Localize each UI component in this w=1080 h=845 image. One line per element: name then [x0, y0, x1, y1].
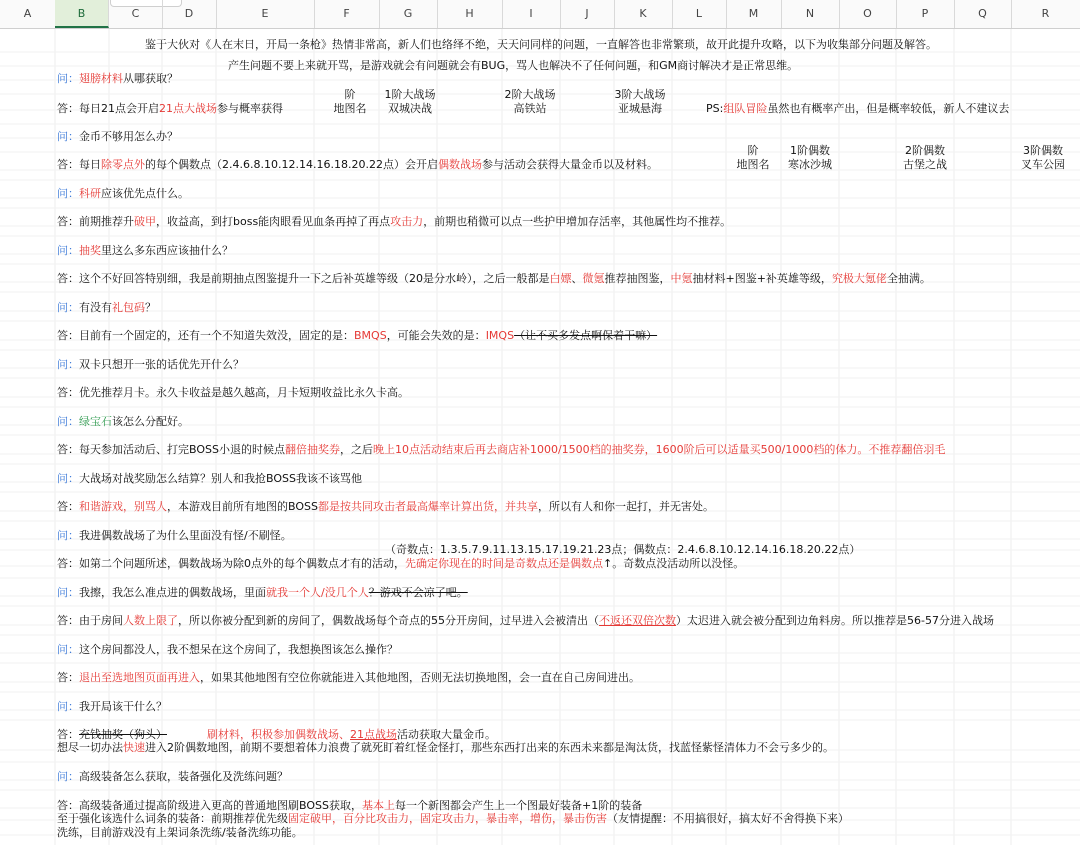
ps-note-1	[706, 102, 1009, 115]
column-header-a[interactable]: A	[0, 0, 56, 28]
text: 答：目前有一个固定的，还有一个不知道失效没，固定的是：	[57, 329, 354, 342]
highlight: 21点大战场	[159, 102, 217, 115]
text: ？	[145, 301, 156, 314]
answer-11[interactable]	[57, 671, 640, 684]
question-prefix: 问：	[57, 700, 79, 713]
text: 该怎么分配好。	[112, 415, 189, 428]
text: ，所以你被分配到新的房间了，偶数战场每个奇点的55分开房间，过早进入会被清出（	[178, 614, 599, 627]
text: 想尽一切办法	[57, 741, 123, 754]
table1-stage-2: 2阶大战场	[504, 88, 556, 101]
text: 答：	[57, 728, 79, 741]
answer-6[interactable]: 答：优先推荐月卡。永久卡收益是越久越高，月卡短期收益比永久卡高。	[57, 386, 409, 399]
text: PS:	[706, 102, 724, 115]
table2-stage-1: 1阶偶数	[790, 144, 830, 157]
highlight: 白嫖	[549, 272, 572, 285]
text: 参与活动会获得大量金币以及材料。	[481, 158, 658, 171]
highlight: 21点战场	[350, 728, 397, 741]
question-12[interactable]	[57, 700, 167, 713]
table2-map-1: 寒冰沙城	[788, 158, 832, 171]
text: 参与概率获得	[217, 102, 283, 115]
text: 这个房间都没人，我不想呆在这个房间了，我想换图该怎么操作？	[79, 643, 398, 656]
highlight: 刷材料，积极参加偶数战场、	[207, 728, 350, 741]
question-8[interactable]	[57, 472, 362, 485]
table1-map-2: 高铁站	[513, 102, 547, 115]
text: 抽材料+图鉴+补英雄等级，	[692, 272, 832, 285]
answer-1[interactable]	[57, 102, 283, 115]
question-2[interactable]	[57, 130, 178, 143]
text: 答：每天参加活动后、打完BOSS小退的时候点	[57, 443, 285, 456]
question-11[interactable]	[57, 643, 398, 656]
table1-map-1: 双城决战	[388, 102, 432, 115]
highlight: 退出至选地图页面再进入	[79, 671, 200, 684]
table2-stage-label: 阶	[747, 144, 759, 157]
text: 金币不够用怎么办？	[79, 130, 178, 143]
text: 答：这个不好回答特别细，我是前期抽点图鉴提升一下之后补英雄等级（20是分水岭），之后一般都是	[57, 272, 550, 285]
column-header-n[interactable]: N	[781, 0, 840, 28]
column-header-h[interactable]: H	[437, 0, 503, 28]
highlight: 科研	[79, 187, 101, 200]
highlight: 破甲	[134, 215, 156, 228]
gift-code: IMQS	[485, 329, 515, 342]
text: 从哪获取？	[123, 72, 178, 85]
text: 至于强化该选什么词条的装备：前期推荐优先级	[57, 812, 288, 825]
column-header-c[interactable]: C	[109, 0, 163, 28]
column-header-g[interactable]: G	[379, 0, 438, 28]
intro-line-1: 鉴于大伙对《人在末日，开局一条枪》热情非常高，新人们也络绎不绝，天天问同样的问题，一直解答也非常繁琐，故开此提升攻略，以下为收集部分问题及解答。	[145, 38, 937, 51]
text: ↑。奇数点没活动所以没怪。	[603, 557, 745, 570]
highlight: 究极大氪佬	[831, 272, 887, 285]
text: ，所以有人和你一起打，并无害处。	[537, 500, 714, 513]
text: ，可能会失效的是：	[386, 329, 486, 342]
text: （友情提醒：不用搞很好，搞太好不舍得换下来）	[607, 812, 849, 825]
column-header-r[interactable]: R	[1011, 0, 1080, 28]
text: 答：如第二个问题所述，偶数战场为除0点外的每个偶数点才有的活动，	[57, 557, 405, 570]
highlight: 微氪	[582, 272, 605, 285]
text: 虽然也有概率产出，但是概率较低，新人不建议去	[767, 102, 1010, 115]
text: ）太迟进入就会被分配到边角料房。所以推荐是56-57分进入战场	[676, 614, 994, 627]
text: 答：每日	[57, 158, 101, 171]
text: 的每个偶数点（2.4.6.8.10.12.14.16.18.20.22点）会开启	[145, 158, 438, 171]
column-header-p[interactable]: P	[896, 0, 955, 28]
question-prefix: 问：	[57, 72, 79, 85]
answer-4[interactable]	[57, 272, 931, 285]
text: 里这么多东西应该抽什么？	[101, 244, 233, 257]
highlight: 绿宝石	[79, 415, 112, 428]
text: 每一个新图都会产生上一个图最好装备+1阶的装备	[394, 799, 643, 812]
question-1[interactable]	[57, 72, 178, 85]
column-header-m[interactable]: M	[726, 0, 782, 28]
answer-12[interactable]	[57, 728, 496, 741]
question-13[interactable]	[57, 770, 288, 783]
highlight: 固定破甲，百分比攻击力，固定攻击力，暴击率，增伤，暴击伤害	[288, 812, 607, 825]
highlight: 翻倍抽奖券	[284, 443, 340, 456]
text: 进入2阶偶数地图，前期不要想着体力浪费了就死盯着红怪金怪打，那些东西打出来的东西未来都是淘汰货，找蓝怪紫怪清体力不会亏多少的。	[145, 741, 834, 754]
text: 答：每日21点会开启	[57, 102, 159, 115]
text: 全抽满。	[886, 272, 931, 285]
text: ，如果其他地图有空位你就能进入其他地图，否则无法切换地图，会一直在自己房间进出。	[200, 671, 640, 684]
highlight: 和谐游戏，别骂人	[79, 500, 167, 513]
table2-stage-2: 2阶偶数	[905, 144, 945, 157]
table2-map-label: 地图名	[736, 158, 770, 171]
question-prefix: 问：	[57, 187, 79, 200]
question-prefix: 问：	[57, 244, 79, 257]
question-prefix: 问：	[57, 770, 79, 783]
highlight: 先确定你现在的时间是奇数点还是偶数点	[405, 557, 603, 570]
highlight: 翅膀材料	[79, 72, 123, 85]
question-prefix: 问：	[57, 415, 79, 428]
text: ，收益高，到打boss能肉眼看见血条再掉了再点	[156, 215, 391, 228]
question-3[interactable]	[57, 187, 189, 200]
answer-3[interactable]	[57, 215, 731, 228]
text: 答：前期推荐升	[57, 215, 134, 228]
question-prefix: 问：	[57, 529, 79, 542]
question-prefix: 问：	[57, 643, 79, 656]
column-header-q[interactable]: Q	[954, 0, 1012, 28]
strikethrough-text: ？游戏不会凉了吧。	[368, 586, 468, 599]
question-5[interactable]	[57, 301, 156, 314]
column-header-d[interactable]: D	[162, 0, 217, 28]
column-header-k[interactable]: K	[614, 0, 673, 28]
table2-stage-3: 3阶偶数	[1023, 144, 1063, 157]
text: 我进偶数战场了为什么里面没有怪/不刷怪。	[79, 529, 292, 542]
text: 答：高级装备通过提高阶级进入更高的普通地图刷BOSS获取，	[57, 799, 362, 812]
text: ，前期也稍微可以点一些护甲增加存活率，其他属性均不推荐。	[423, 215, 732, 228]
question-prefix: 问：	[57, 130, 79, 143]
highlight: 礼包码	[112, 301, 145, 314]
highlight: 除零点外	[101, 158, 145, 171]
question-6[interactable]	[57, 358, 244, 371]
text: 高级装备怎么获取，装备强化及洗练问题？	[79, 770, 288, 783]
answer-5[interactable]	[57, 329, 657, 342]
table2-map-3: 叉车公园	[1021, 158, 1065, 171]
text: 大战场对战奖励怎么结算？别人和我抢BOSS我该不该骂他	[79, 472, 362, 485]
column-header-e[interactable]: E	[216, 0, 315, 28]
column-header-f[interactable]: F	[314, 0, 380, 28]
highlight: 基本上	[361, 799, 395, 812]
answer-13-continued[interactable]	[57, 812, 849, 825]
answer-12-continued[interactable]	[57, 741, 834, 754]
odd-even-hours-note: （奇数点：1.3.5.7.9.11.13.15.17.19.21.23点；偶数点：2.4.6.8.10.12.14.16.18.20.22点）	[385, 543, 861, 556]
table1-map-3: 亚城悬海	[618, 102, 662, 115]
intro-line-2: 产生问题不要上来就开骂，是游戏就会有问题就会有BUG，骂人也解决不了任何问题，和GM商讨解决才是正常思维。	[228, 59, 799, 72]
question-prefix: 问：	[57, 358, 79, 371]
question-9[interactable]	[57, 529, 292, 542]
table2-map-2: 古堡之战	[903, 158, 947, 171]
highlight: 晚上10点活动结束后再去商店补1000/1500档的抽奖券，1600阶后可以适量买500/1000档的体力。不推荐翻倍羽毛	[372, 443, 946, 456]
text: 答：	[57, 671, 79, 684]
answer-10[interactable]	[57, 614, 994, 627]
text: ，本游戏目前所有地图的BOSS	[167, 500, 318, 513]
column-header-i[interactable]: I	[502, 0, 561, 28]
answer-7[interactable]	[57, 443, 945, 456]
table1-map-label: 地图名	[333, 102, 367, 115]
text: 应该优先点什么。	[101, 187, 189, 200]
question-prefix: 问：	[57, 472, 79, 485]
text: 答：	[57, 500, 79, 513]
highlight: 组队冒险	[723, 102, 768, 115]
table1-stage-3: 3阶大战场	[614, 88, 666, 101]
highlight: 攻击力	[390, 215, 424, 228]
column-header-j[interactable]: J	[560, 0, 615, 28]
column-header-o[interactable]: O	[839, 0, 897, 28]
strikethrough-text: （让不买多发点啊保着干嘛）	[514, 329, 658, 342]
highlight: 就我一个人/没几个人	[266, 586, 369, 599]
highlight: 不返还双倍次数	[599, 614, 676, 627]
text: 、	[571, 272, 583, 285]
column-header-b[interactable]: B	[55, 0, 109, 28]
strikethrough-text: 充钱抽奖（狗头）	[79, 728, 167, 741]
answer-8[interactable]	[57, 500, 714, 513]
table1-stage-label: 阶	[344, 88, 356, 101]
highlight: 抽奖	[79, 244, 101, 257]
highlight: 都是按共同攻击者最高爆率计算出货，并共享	[317, 500, 538, 513]
text: 有没有	[79, 301, 112, 314]
table1-stage-1: 1阶大战场	[384, 88, 436, 101]
column-header-l[interactable]: L	[672, 0, 727, 28]
highlight: 快速	[123, 741, 145, 754]
text: 双卡只想开一张的话优先开什么？	[79, 358, 244, 371]
text: 我擦，我怎么准点进的偶数战场，里面	[79, 586, 266, 599]
question-4[interactable]	[57, 244, 233, 257]
text: 我开局该干什么？	[79, 700, 167, 713]
text: 活动获取大量金币。	[397, 728, 496, 741]
answer-13[interactable]	[57, 799, 642, 812]
text: 答：由于房间	[57, 614, 123, 627]
question-10[interactable]	[57, 586, 468, 599]
text: ，之后	[339, 443, 373, 456]
question-7[interactable]	[57, 415, 189, 428]
highlight: 人数上限了	[123, 614, 178, 627]
gift-code: BMQS	[354, 329, 387, 342]
highlight: 中氪	[670, 272, 693, 285]
answer-9[interactable]	[57, 557, 744, 570]
highlight: 偶数战场	[437, 158, 482, 171]
answer-2[interactable]	[57, 158, 658, 171]
question-prefix: 问：	[57, 301, 79, 314]
text: 推荐抽图鉴，	[604, 272, 671, 285]
answer-13-footer[interactable]: 洗练，目前游戏没有上架词条洗练/装备洗练功能。	[57, 826, 303, 839]
question-prefix: 问：	[57, 586, 79, 599]
